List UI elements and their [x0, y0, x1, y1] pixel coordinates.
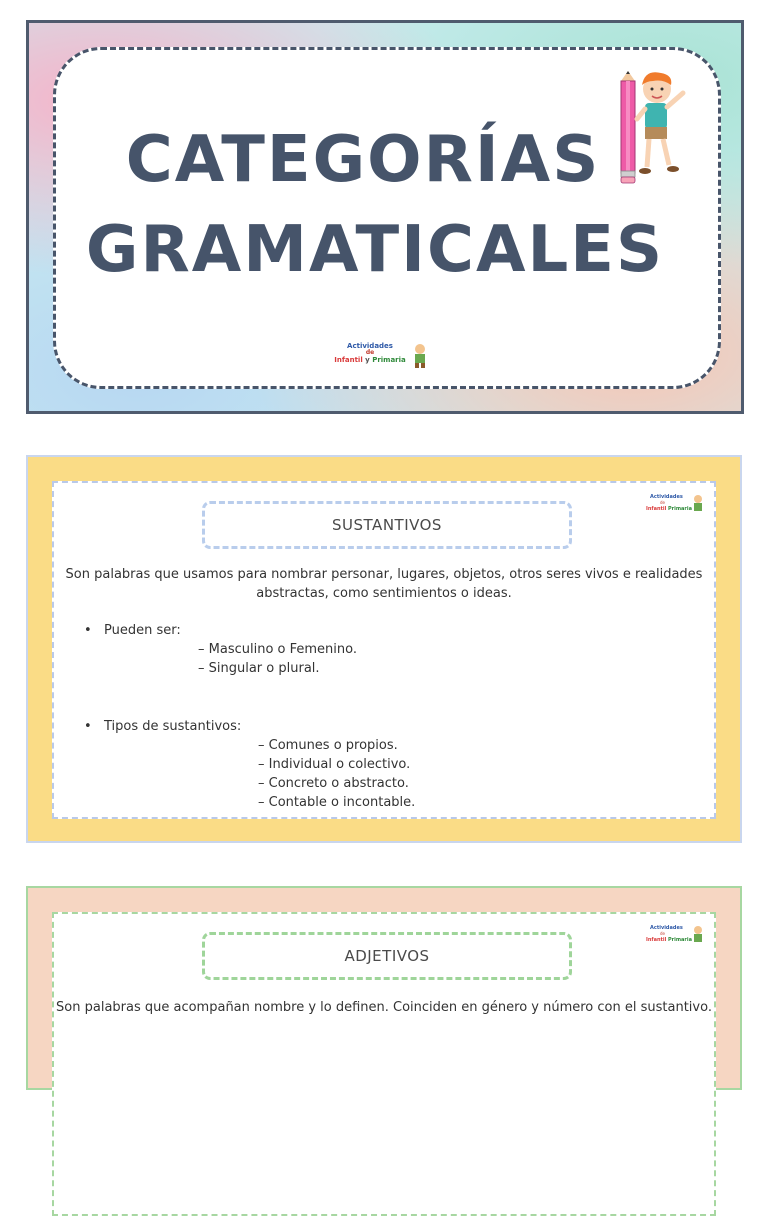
title-line-1: CATEGORÍAS	[125, 123, 601, 197]
sustantivos-item: – Concreto o abstracto.	[258, 776, 409, 791]
svg-text:Infantil: Infantil	[646, 937, 667, 943]
sustantivos-item: – Singular o plural.	[198, 661, 320, 676]
sustantivos-item: – Individual o colectivo.	[258, 757, 411, 772]
boy-with-pencil-icon	[617, 71, 689, 189]
svg-text:Actividades: Actividades	[650, 925, 683, 931]
sustantivos-item: – Comunes o propios.	[258, 738, 398, 753]
svg-text:de: de	[660, 500, 665, 505]
boy-character-icon	[637, 72, 683, 174]
svg-text:Primaria: Primaria	[668, 937, 692, 943]
svg-text:Infantil: Infantil	[646, 506, 667, 512]
adjetivos-heading: ADJETIVOS	[202, 932, 572, 980]
svg-text:Actividades: Actividades	[650, 494, 683, 500]
sustantivos-bullet-1: • Pueden ser:	[104, 623, 181, 638]
mini-logo-icon	[646, 489, 706, 515]
sustantivos-intro: Son palabras que usamos para nombrar personar, lugares, objetos, otros seres vivos e realidades abstractas, como sentimientos o ideas.	[65, 567, 703, 601]
mini-logo-icon	[646, 920, 706, 946]
adjetivos-intro: Son palabras que acompañan nombre y lo definen. Coinciden en género y número con el sustantivo.	[56, 1000, 712, 1015]
sustantivos-slide	[26, 455, 742, 843]
svg-text:Primaria: Primaria	[668, 506, 692, 512]
sustantivos-heading: SUSTANTIVOS	[202, 501, 572, 549]
sustantivos-item: – Contable o incontable.	[258, 795, 416, 810]
sustantivos-frame	[52, 481, 716, 819]
adjetivos-slide	[26, 886, 742, 1090]
pencil-icon	[621, 71, 635, 183]
cover-slide	[26, 20, 744, 414]
adjetivos-frame	[52, 912, 716, 1216]
svg-text:de: de	[660, 931, 665, 936]
brand-logo: Actividades de Infantil y Primaria	[334, 342, 406, 364]
sustantivos-item: – Masculino o Femenino.	[198, 642, 357, 657]
title-line-2: GRAMATICALES	[85, 213, 665, 287]
logo-character-icon	[411, 343, 429, 369]
sustantivos-bullet-2: • Tipos de sustantivos:	[104, 719, 241, 734]
